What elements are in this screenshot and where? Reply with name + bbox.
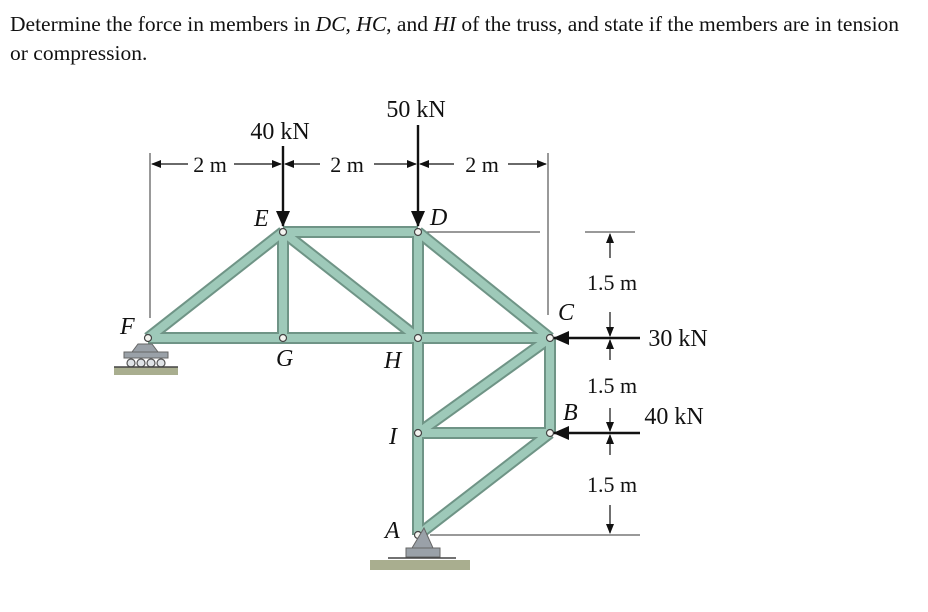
member-hc-label: HC: [356, 12, 387, 36]
member-fe: [148, 232, 283, 338]
load-label-b: 40 kN: [644, 404, 704, 430]
member-dc: [418, 232, 550, 338]
truss-members: [148, 232, 550, 535]
joint-label-b: B: [563, 400, 578, 426]
member-eh: [283, 232, 418, 338]
joint-label-c: C: [558, 300, 575, 326]
dimension-label-h1: 2 m: [193, 152, 227, 177]
load-label-c: 30 kN: [648, 326, 708, 352]
joint-label-h: H: [384, 348, 402, 374]
problem-text-2: of the truss, and state if the members are in tension or compression.: [10, 12, 900, 65]
dimension-label-v3: 1.5 m: [586, 472, 638, 497]
problem-text-1: Determine the force in members in: [10, 12, 316, 36]
pin-f: [145, 335, 152, 342]
load-label-d: 50 kN: [386, 97, 446, 123]
pin-d: [415, 229, 422, 236]
roller-support-f: [114, 344, 178, 375]
member-ba: [418, 433, 550, 535]
member-hi-label: HI: [433, 12, 457, 36]
joint-label-i: I: [389, 424, 397, 450]
joint-label-a: A: [385, 518, 400, 544]
member-ic: [418, 338, 550, 433]
pin-g: [280, 335, 287, 342]
separator-2: , and: [386, 12, 434, 36]
dimension-label-v1: 1.5 m: [586, 270, 638, 295]
joint-label-f: F: [120, 314, 135, 340]
member-dc-label: DC: [315, 12, 346, 36]
joint-label-e: E: [254, 206, 269, 232]
load-label-e: 40 kN: [250, 119, 310, 145]
pin-c: [547, 335, 554, 342]
joint-label-d: D: [430, 205, 448, 231]
separator-1: ,: [345, 12, 357, 36]
dimension-label-h3: 2 m: [465, 152, 499, 177]
pin-h: [415, 335, 422, 342]
dimension-label-v2: 1.5 m: [586, 373, 638, 398]
dimension-label-h2: 2 m: [330, 152, 364, 177]
pin-b: [547, 430, 554, 437]
pin-i: [415, 430, 422, 437]
joint-label-g: G: [276, 346, 294, 372]
pin-e: [280, 229, 287, 236]
